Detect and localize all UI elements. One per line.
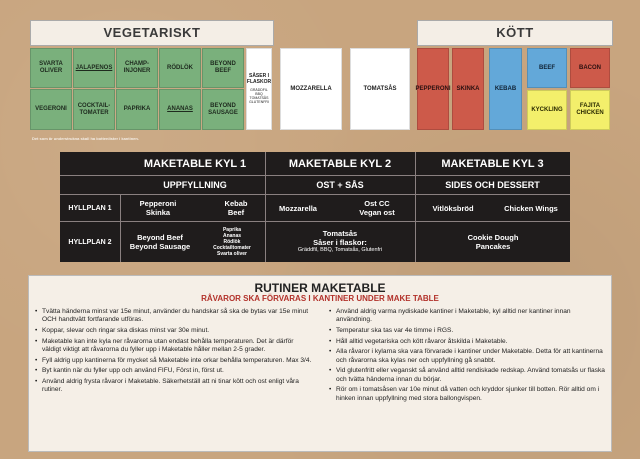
item-pepperoni: Pepperoni	[139, 199, 177, 208]
item-saser: Såser i flaskor:	[313, 237, 367, 247]
item-svarta-oliver: Svarta oliver	[216, 251, 248, 257]
kyl2-row1-right	[342, 197, 412, 219]
kyl1-row1-right	[210, 197, 262, 219]
item-mozzarella: Mozzarella	[279, 203, 317, 213]
tile-beyond-beef: BEYOND BEEF	[202, 48, 244, 88]
tile-svarta-oliver: SVARTA OLIVER	[30, 48, 72, 88]
kyl1-row1-left	[123, 197, 193, 219]
saser-title: SÅSER I FLASKOR	[246, 73, 272, 85]
item-ost-cc: Ost CC	[364, 199, 390, 208]
rutiner-box	[28, 275, 612, 452]
rutiner-title: RUTINER MAKETABLE	[254, 281, 386, 295]
maketable-kyl3-header: MAKETABLE KYL 3	[441, 158, 544, 170]
rutiner-right-list	[329, 308, 605, 405]
tile-saser-i-flaskor	[246, 48, 272, 130]
kyl1-row2-right	[200, 222, 264, 262]
rutin-item: • Håll alltid vegetariska och kött råvaror åtskilda i Maketable.	[329, 338, 605, 346]
item-beyond-beef: Beyond Beef	[137, 233, 183, 242]
tile-mozzarella: MOZZARELLA	[280, 48, 342, 130]
tile-beyond-sausage: BEYOND SAUSAGE	[202, 89, 244, 130]
item-kebab: Kebab	[224, 199, 248, 208]
maketable-kyl2-header: MAKETABLE KYL 2	[288, 158, 392, 170]
rutiner-left-list	[35, 308, 313, 397]
item-beyond-sausage: Beyond Sausage	[129, 242, 191, 251]
header-vegetariskt: VEGETARISKT	[30, 20, 274, 46]
rutin-item: • Använd aldrig varma nydiskade kantiner i Maketable, kyl alltid ner kantiner innan användning.	[329, 308, 605, 324]
tile-ananas: ANANAS	[159, 89, 201, 130]
rutiner-subtitle: RÅVAROR SKA FÖRVARAS I KANTINER UNDER MAKE TABLE	[201, 294, 439, 303]
maketable-kyl1-header: MAKETABLE KYL 1	[143, 158, 247, 170]
item-tomatsas: Tomatsås	[322, 229, 358, 239]
saser-sub: GRÄDDFIL BBQ TOMATSÅS GLUTENFRI	[249, 87, 269, 104]
maketable-table	[60, 152, 570, 262]
rutin-item: • Temperatur ska tas var 4e timme i RGS.	[329, 327, 605, 335]
tile-paprika: PAPRIKA	[116, 89, 158, 130]
tile-jalapenos: JALAPENOS	[73, 48, 115, 88]
hyllplan-1-label: HYLLPLAN 1	[68, 204, 112, 212]
item-saser-list: Gräddfil, BBQ, Tomatsås, Glutenfri	[297, 247, 383, 254]
tile-beef: BEEF	[527, 48, 567, 88]
item-paprika: Paprika	[222, 227, 242, 233]
tile-fajita-chicken: FAJITA CHICKEN	[570, 90, 610, 130]
item-cocktailtomater: Cocktailtomater	[213, 245, 251, 251]
maketable-sub-uppfyllning: UPPFYLLNING	[163, 180, 227, 190]
item-beef: Beef	[227, 208, 245, 217]
rutin-item: • Byt kantin när du fyller upp och använd FIFU, Först in, först ut.	[35, 367, 313, 375]
item-ananas: Ananas	[222, 233, 242, 239]
item-skinka: Skinka	[145, 208, 171, 217]
kyl3-row2	[418, 224, 568, 260]
maketable-sub-sides: SIDES OCH DESSERT	[445, 180, 540, 190]
maketable-sub-ostsas: OST + SÅS	[316, 180, 364, 190]
tile-champinjoner: CHAMP-INJONER	[116, 48, 158, 88]
tile-cocktailtomater: COCKTAIL-TOMATER	[73, 89, 115, 130]
underline-note: Det som är understrukna skall ha bottenlister i kantinen.	[32, 136, 139, 141]
tile-kebab: KEBAB	[489, 48, 522, 130]
kyl1-row2-left	[120, 224, 200, 260]
item-rodlok: Rödlök	[223, 239, 241, 245]
tile-kyckling: KYCKLING	[527, 90, 567, 130]
rutin-item: • Vid glutenfritt eller veganskt så använd alltid rendiskade redskap. Använd tomatsås ur flaska och tvätta händerna innan du börjar.	[329, 367, 605, 383]
rutin-item: • Använd aldrig frysta råvaror i Maketable. Säkerhetställ att ni tinar kött och ost enligt våra rutiner.	[35, 378, 313, 394]
rutin-item: • Fyll aldrig upp kantinerna för mycket så Maketable inte orkar behålla temperaturen. Max 3/4.	[35, 357, 313, 365]
tile-rodlok: RÖDLÖK	[159, 48, 201, 88]
rutin-item: • Tvätta händerna minst var 15e minut, använder du handskar så ska de bytas var 15e minut OCH handtvätt fortfarande utföras.	[35, 308, 313, 324]
rutin-item: • Maketable kan inte kyla ner råvarorna utan endast behålla temperaturen. Det är därför väldigt viktigt att råvarorna du fyller upp i Maketable håller mellan 2-5 grader.	[35, 338, 313, 354]
rutin-item: • Koppar, slevar och ringar ska diskas minst var 30e minut.	[35, 327, 313, 335]
header-kott: KÖTT	[417, 20, 613, 46]
hyllplan-2-label: HYLLPLAN 2	[68, 238, 112, 246]
tile-tomatsas: TOMATSÅS	[350, 48, 410, 130]
item-vegan-ost: Vegan ost	[359, 208, 395, 217]
tile-bacon: BACON	[570, 48, 610, 88]
tile-skinka: SKINKA	[452, 48, 484, 130]
tile-vegeroni: VEGERONI	[30, 89, 72, 130]
item-vitloksbrod: Vitlöksbröd	[432, 203, 474, 213]
item-pancakes: Pancakes	[475, 242, 511, 251]
item-chicken-wings: Chicken Wings	[504, 203, 558, 213]
item-cookie-dough: Cookie Dough	[467, 233, 519, 242]
kyl2-row2	[267, 223, 413, 261]
tile-pepperoni: PEPPERONI	[417, 48, 449, 130]
rutin-item: • Rör om i tomatsåsen var 10e minut då vatten och kryddor sjunker till botten. Rör alltid om i hinken innan uppfyllning med stora ballongvispen.	[329, 386, 605, 402]
rutin-item: • Alla råvaror i kylarna ska vara förvarade i kantiner under Maketable. Detta för att kantinerna och råvarorna ska kylas ner och uppfyllning gå snabbt.	[329, 348, 605, 364]
